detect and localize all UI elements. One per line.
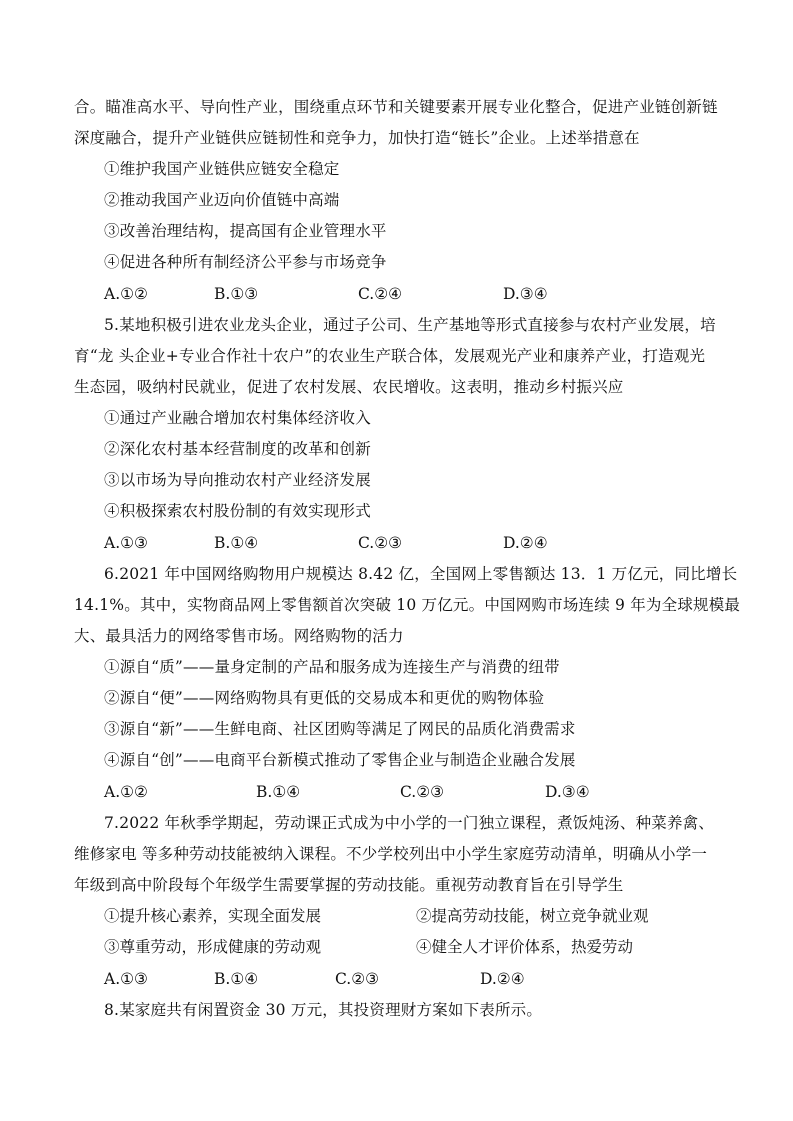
q4-stem-line-2: 深度融合，提升产业链供应链韧性和竞争力，加快打造“链长”企业。上述举措意在	[74, 129, 640, 147]
q7-statement-2: ②提高劳动技能，树立竞争就业观	[416, 907, 649, 925]
q6-stem-line-2: 14.1%。其中，实物商品网上零售额首次突破 10 万亿元。中国网购市场连续 9 年为全球规模最	[74, 596, 741, 614]
q5-option-b[interactable]: B.①④	[214, 534, 259, 552]
q4-statement-2: ②推动我国产业迈向价值链中高端	[104, 191, 340, 209]
q4-option-c[interactable]: C.②④	[358, 285, 403, 303]
q5-statement-4: ④积极探索农村股份制的有效实现形式	[104, 502, 371, 520]
q6-statement-4: ④源自“创”——电商平台新模式推动了零售企业与制造企业融合发展	[104, 751, 576, 769]
q4-statement-1: ①维护我国产业链供应链安全稳定	[104, 160, 340, 178]
q6-statement-3: ③源自“新”——生鲜电商、社区团购等满足了网民的品质化消费需求	[104, 720, 576, 738]
q6-stem-line-3: 大、最具活力的网络零售市场。网络购物的活力	[74, 627, 404, 645]
q5-statement-2: ②深化农村基本经营制度的改革和创新	[104, 440, 371, 458]
q6-option-c[interactable]: C.②③	[400, 783, 445, 801]
q5-stem-line-1: 5.某地积极引进农业龙头企业，通过子公司、生产基地等形式直接参与农村产业发展，培	[104, 316, 716, 334]
q7-option-c[interactable]: C.②③	[335, 970, 380, 988]
q6-statement-1: ①源自“质”——量身定制的产品和服务成为连接生产与消费的纽带	[104, 658, 560, 676]
q5-statement-1: ①通过产业融合增加农村集体经济收入	[104, 409, 371, 427]
q4-option-d[interactable]: D.③④	[503, 285, 548, 303]
q6-option-d[interactable]: D.③④	[545, 783, 590, 801]
q6-option-a[interactable]: A.①②	[104, 783, 148, 801]
q5-stem-line-2: 育“龙 头企业+专业合作社十农户”的农业生产联合体，发展观光产业和康养产业，打造观光	[74, 347, 706, 365]
q5-option-c[interactable]: C.②③	[358, 534, 403, 552]
q7-stem-line-1: 7.2022 年秋季学期起，劳动课正式成为中小学的一门独立课程，煮饭炖汤、种菜养禽、	[104, 814, 715, 832]
q4-option-a[interactable]: A.①②	[104, 285, 148, 303]
q7-stem-line-2: 维修家电 等多种劳动技能被纳入课程。不少学校列出中小学生家庭劳动清单，明确从小学一	[74, 845, 708, 863]
q7-option-b[interactable]: B.①④	[214, 970, 259, 988]
q4-statement-3: ③改善治理结构，提高国有企业管理水平	[104, 222, 387, 240]
q8-stem: 8.某家庭共有闲置资金 30 万元，其投资理财方案如下表所示。	[104, 1001, 543, 1019]
q7-statement-3: ③尊重劳动，形成健康的劳动观	[104, 938, 322, 956]
q5-stem-line-3: 生态园，吸纳村民就业，促进了农村发展、农民增收。这表明，推动乡村振兴应	[74, 378, 624, 396]
q5-option-d[interactable]: D.②④	[503, 534, 548, 552]
q7-option-d[interactable]: D.②④	[480, 970, 525, 988]
q7-option-a[interactable]: A.①③	[104, 970, 148, 988]
q5-option-a[interactable]: A.①③	[104, 534, 148, 552]
q4-option-b[interactable]: B.①③	[214, 285, 259, 303]
q4-statement-4: ④促进各种所有制经济公平参与市场竞争	[104, 253, 387, 271]
q7-stem-line-3: 年级到高中阶段每个年级学生需要掌握的劳动技能。重视劳动教育旨在引导学生	[74, 876, 624, 894]
q7-statement-1: ①提升核心素养，实现全面发展	[104, 907, 322, 925]
q6-option-b[interactable]: B.①④	[256, 783, 301, 801]
q6-statement-2: ②源自“便”——网络购物具有更低的交易成本和更优的购物体验	[104, 689, 545, 707]
q7-statement-4: ④健全人才评价体系，热爱劳动	[416, 938, 634, 956]
q4-stem-line-1: 合。瞄准高水平、导向性产业，围绕重点环节和关键要素开展专业化整合，促进产业链创新链	[74, 98, 718, 116]
q5-statement-3: ③以市场为导向推动农村产业经济发展	[104, 471, 371, 489]
q6-stem-line-1: 6.2021 年中国网络购物用户规模达 8.42 亿，全国网上零售额达 13．1 万亿元，同比增长	[104, 565, 738, 583]
